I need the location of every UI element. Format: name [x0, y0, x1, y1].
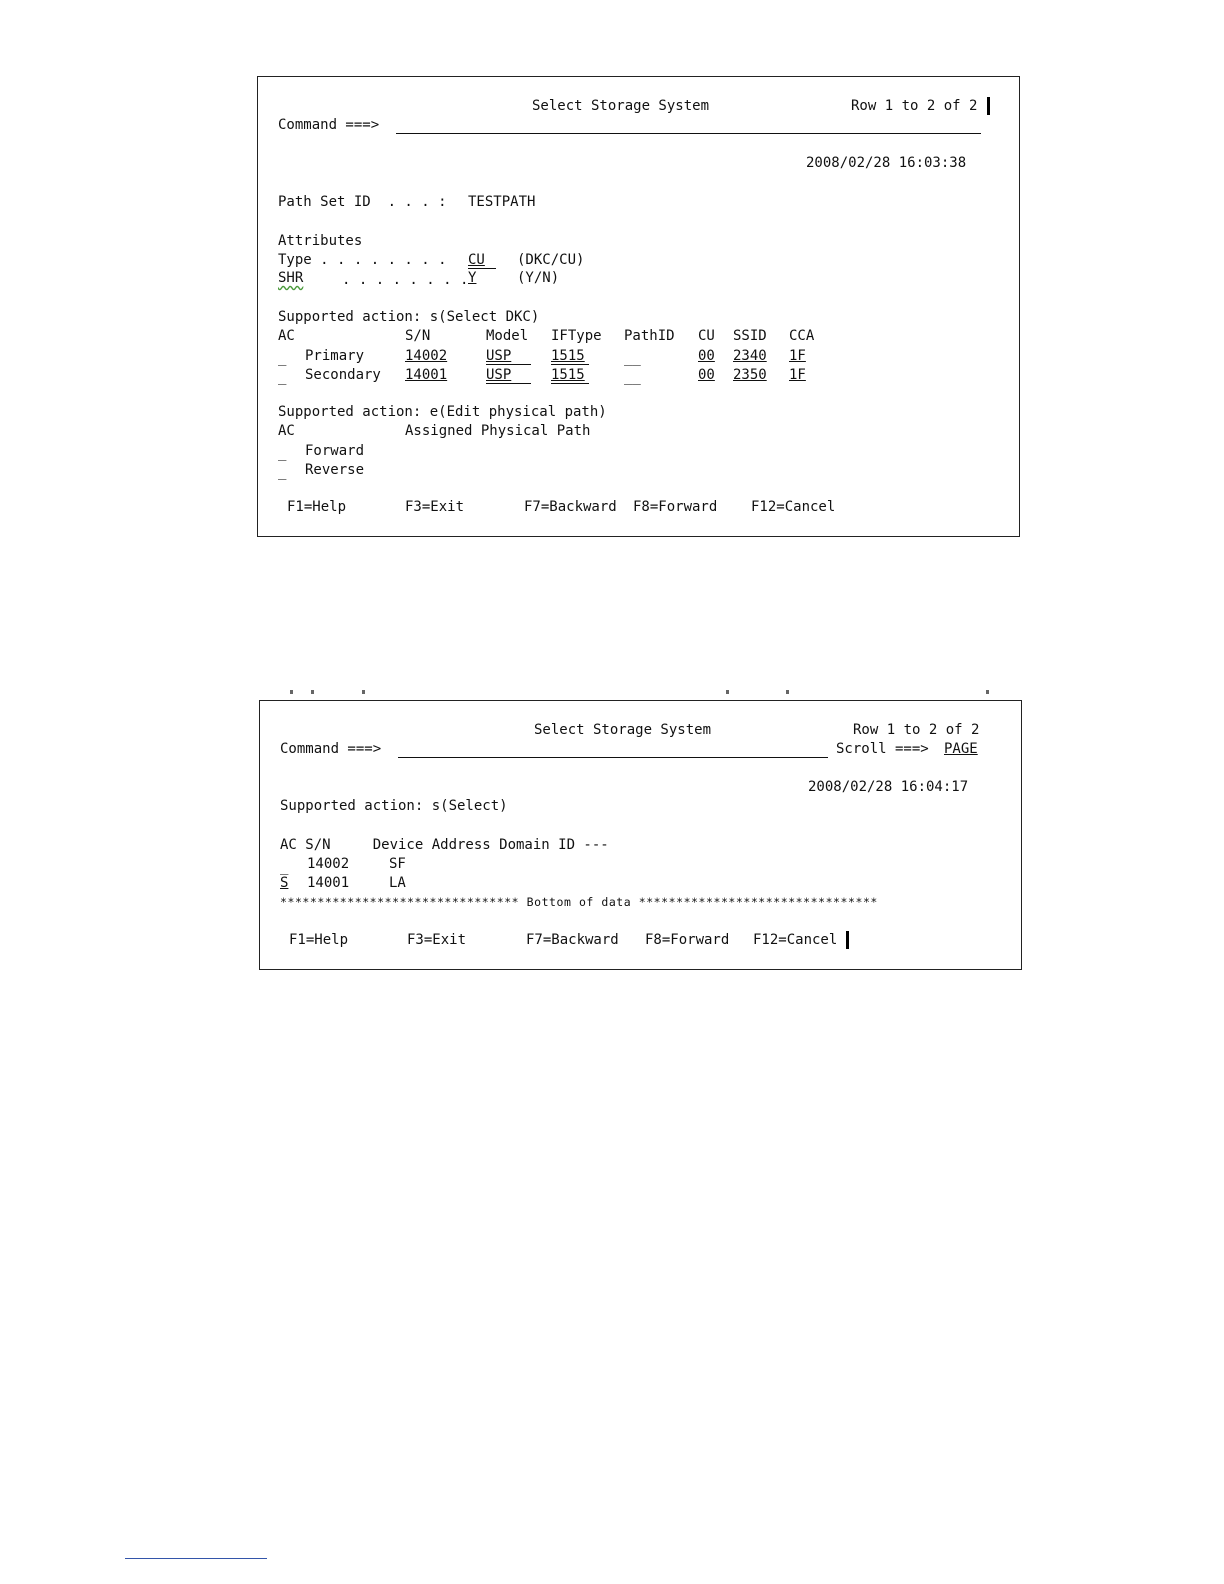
shr-field[interactable]: Y	[468, 270, 477, 286]
screen-title: Select Storage System	[534, 722, 712, 738]
footnote-divider	[125, 1558, 267, 1559]
fkey-cancel[interactable]: F12=Cancel	[751, 499, 836, 515]
pathid-primary[interactable]: __	[624, 350, 641, 366]
fkey-exit[interactable]: F3=Exit	[407, 932, 467, 948]
timestamp: 2008/02/28 16:04:17	[808, 779, 969, 795]
col-header-ssid: SSID	[733, 328, 767, 344]
model-primary-underline	[486, 364, 531, 365]
shr-dots: . . . . . . . .	[342, 272, 469, 288]
pathid-secondary[interactable]: __	[624, 369, 641, 385]
role-primary: Primary	[305, 348, 365, 364]
path-col-header-ac: AC	[278, 423, 295, 439]
ssid-secondary[interactable]: 2350	[733, 367, 767, 383]
command-label: Command ===>	[280, 741, 382, 757]
col-header-pathid: PathID	[624, 328, 675, 344]
sn-secondary[interactable]: 14001	[405, 367, 448, 383]
attributes-label: Attributes	[278, 233, 363, 249]
ac-field-row-2[interactable]: S	[280, 875, 289, 891]
bottom-of-data-marker: ******************************** Bottom of data ********************************	[280, 895, 878, 909]
fkey-exit[interactable]: F3=Exit	[405, 499, 465, 515]
sn-primary[interactable]: 14002	[405, 348, 448, 364]
ac-field-primary[interactable]: _	[278, 350, 287, 366]
type-field-underline	[468, 268, 496, 269]
model-secondary-underline	[486, 383, 531, 384]
domain-row-1: SF	[389, 856, 406, 872]
type-label: Type . . . . . . . .	[278, 252, 447, 268]
row-info: Row 1 to 2 of 2	[853, 722, 980, 738]
col-header-cu: CU	[698, 328, 715, 344]
model-secondary[interactable]: USP	[486, 367, 512, 383]
ac-field-row-1[interactable]: _	[280, 859, 289, 875]
scroll-field[interactable]: PAGE	[944, 741, 978, 757]
type-hint: (DKC/CU)	[517, 252, 585, 268]
supported-action-select: Supported action: s(Select)	[280, 798, 508, 814]
shr-label: SHR	[278, 270, 304, 286]
iftype-secondary-underline	[551, 383, 589, 384]
cropped-text-remnant	[290, 690, 990, 696]
col-header-ac: AC	[278, 328, 295, 344]
cca-primary[interactable]: 1F	[789, 348, 806, 364]
fkey-cancel[interactable]: F12=Cancel	[753, 932, 838, 948]
cca-secondary[interactable]: 1F	[789, 367, 806, 383]
supported-action-edit: Supported action: e(Edit physical path)	[278, 404, 607, 420]
cu-primary[interactable]: 00	[698, 348, 715, 364]
text-cursor	[987, 97, 990, 115]
path-forward: Forward	[305, 443, 365, 459]
fkey-backward[interactable]: F7=Backward	[526, 932, 619, 948]
iftype-primary[interactable]: 1515	[551, 348, 585, 364]
col-header-iftype: IFType	[551, 328, 602, 344]
iftype-primary-underline	[551, 364, 589, 365]
list-column-headers: AC S/N Device Address Domain ID ---	[280, 837, 609, 853]
col-header-sn: S/N	[405, 328, 431, 344]
ac-field-secondary[interactable]: _	[278, 369, 287, 385]
screen-title: Select Storage System	[532, 98, 710, 114]
type-field[interactable]: CU	[468, 252, 485, 268]
path-col-header-assigned: Assigned Physical Path	[405, 423, 591, 439]
role-secondary: Secondary	[305, 367, 381, 383]
fkey-backward[interactable]: F7=Backward	[524, 499, 617, 515]
sn-row-2: 14001	[307, 875, 350, 891]
text-cursor	[846, 931, 849, 949]
path-reverse: Reverse	[305, 462, 365, 478]
ssid-primary[interactable]: 2340	[733, 348, 767, 364]
sn-row-1: 14002	[307, 856, 350, 872]
select-storage-system-panel-1	[257, 76, 1020, 537]
ac-field-reverse[interactable]: _	[278, 464, 287, 480]
timestamp: 2008/02/28 16:03:38	[806, 155, 967, 171]
fkey-help[interactable]: F1=Help	[289, 932, 349, 948]
row-info: Row 1 to 2 of 2	[851, 98, 978, 114]
cu-secondary[interactable]: 00	[698, 367, 715, 383]
path-set-value: TESTPATH	[468, 194, 536, 210]
shr-hint: (Y/N)	[517, 270, 560, 286]
ac-field-forward[interactable]: _	[278, 445, 287, 461]
col-header-model: Model	[486, 328, 529, 344]
fkey-forward[interactable]: F8=Forward	[633, 499, 718, 515]
domain-row-2: LA	[389, 875, 406, 891]
command-label: Command ===>	[278, 117, 380, 133]
col-header-cca: CCA	[789, 328, 815, 344]
scroll-label: Scroll ===>	[836, 741, 929, 757]
fkey-forward[interactable]: F8=Forward	[645, 932, 730, 948]
select-storage-system-panel-2	[259, 700, 1022, 970]
iftype-secondary[interactable]: 1515	[551, 367, 585, 383]
command-input[interactable]	[398, 757, 828, 758]
command-input[interactable]	[396, 133, 981, 134]
fkey-help[interactable]: F1=Help	[287, 499, 347, 515]
model-primary[interactable]: USP	[486, 348, 512, 364]
supported-action-select: Supported action: s(Select DKC)	[278, 309, 540, 325]
path-set-label: Path Set ID . . . :	[278, 194, 447, 210]
